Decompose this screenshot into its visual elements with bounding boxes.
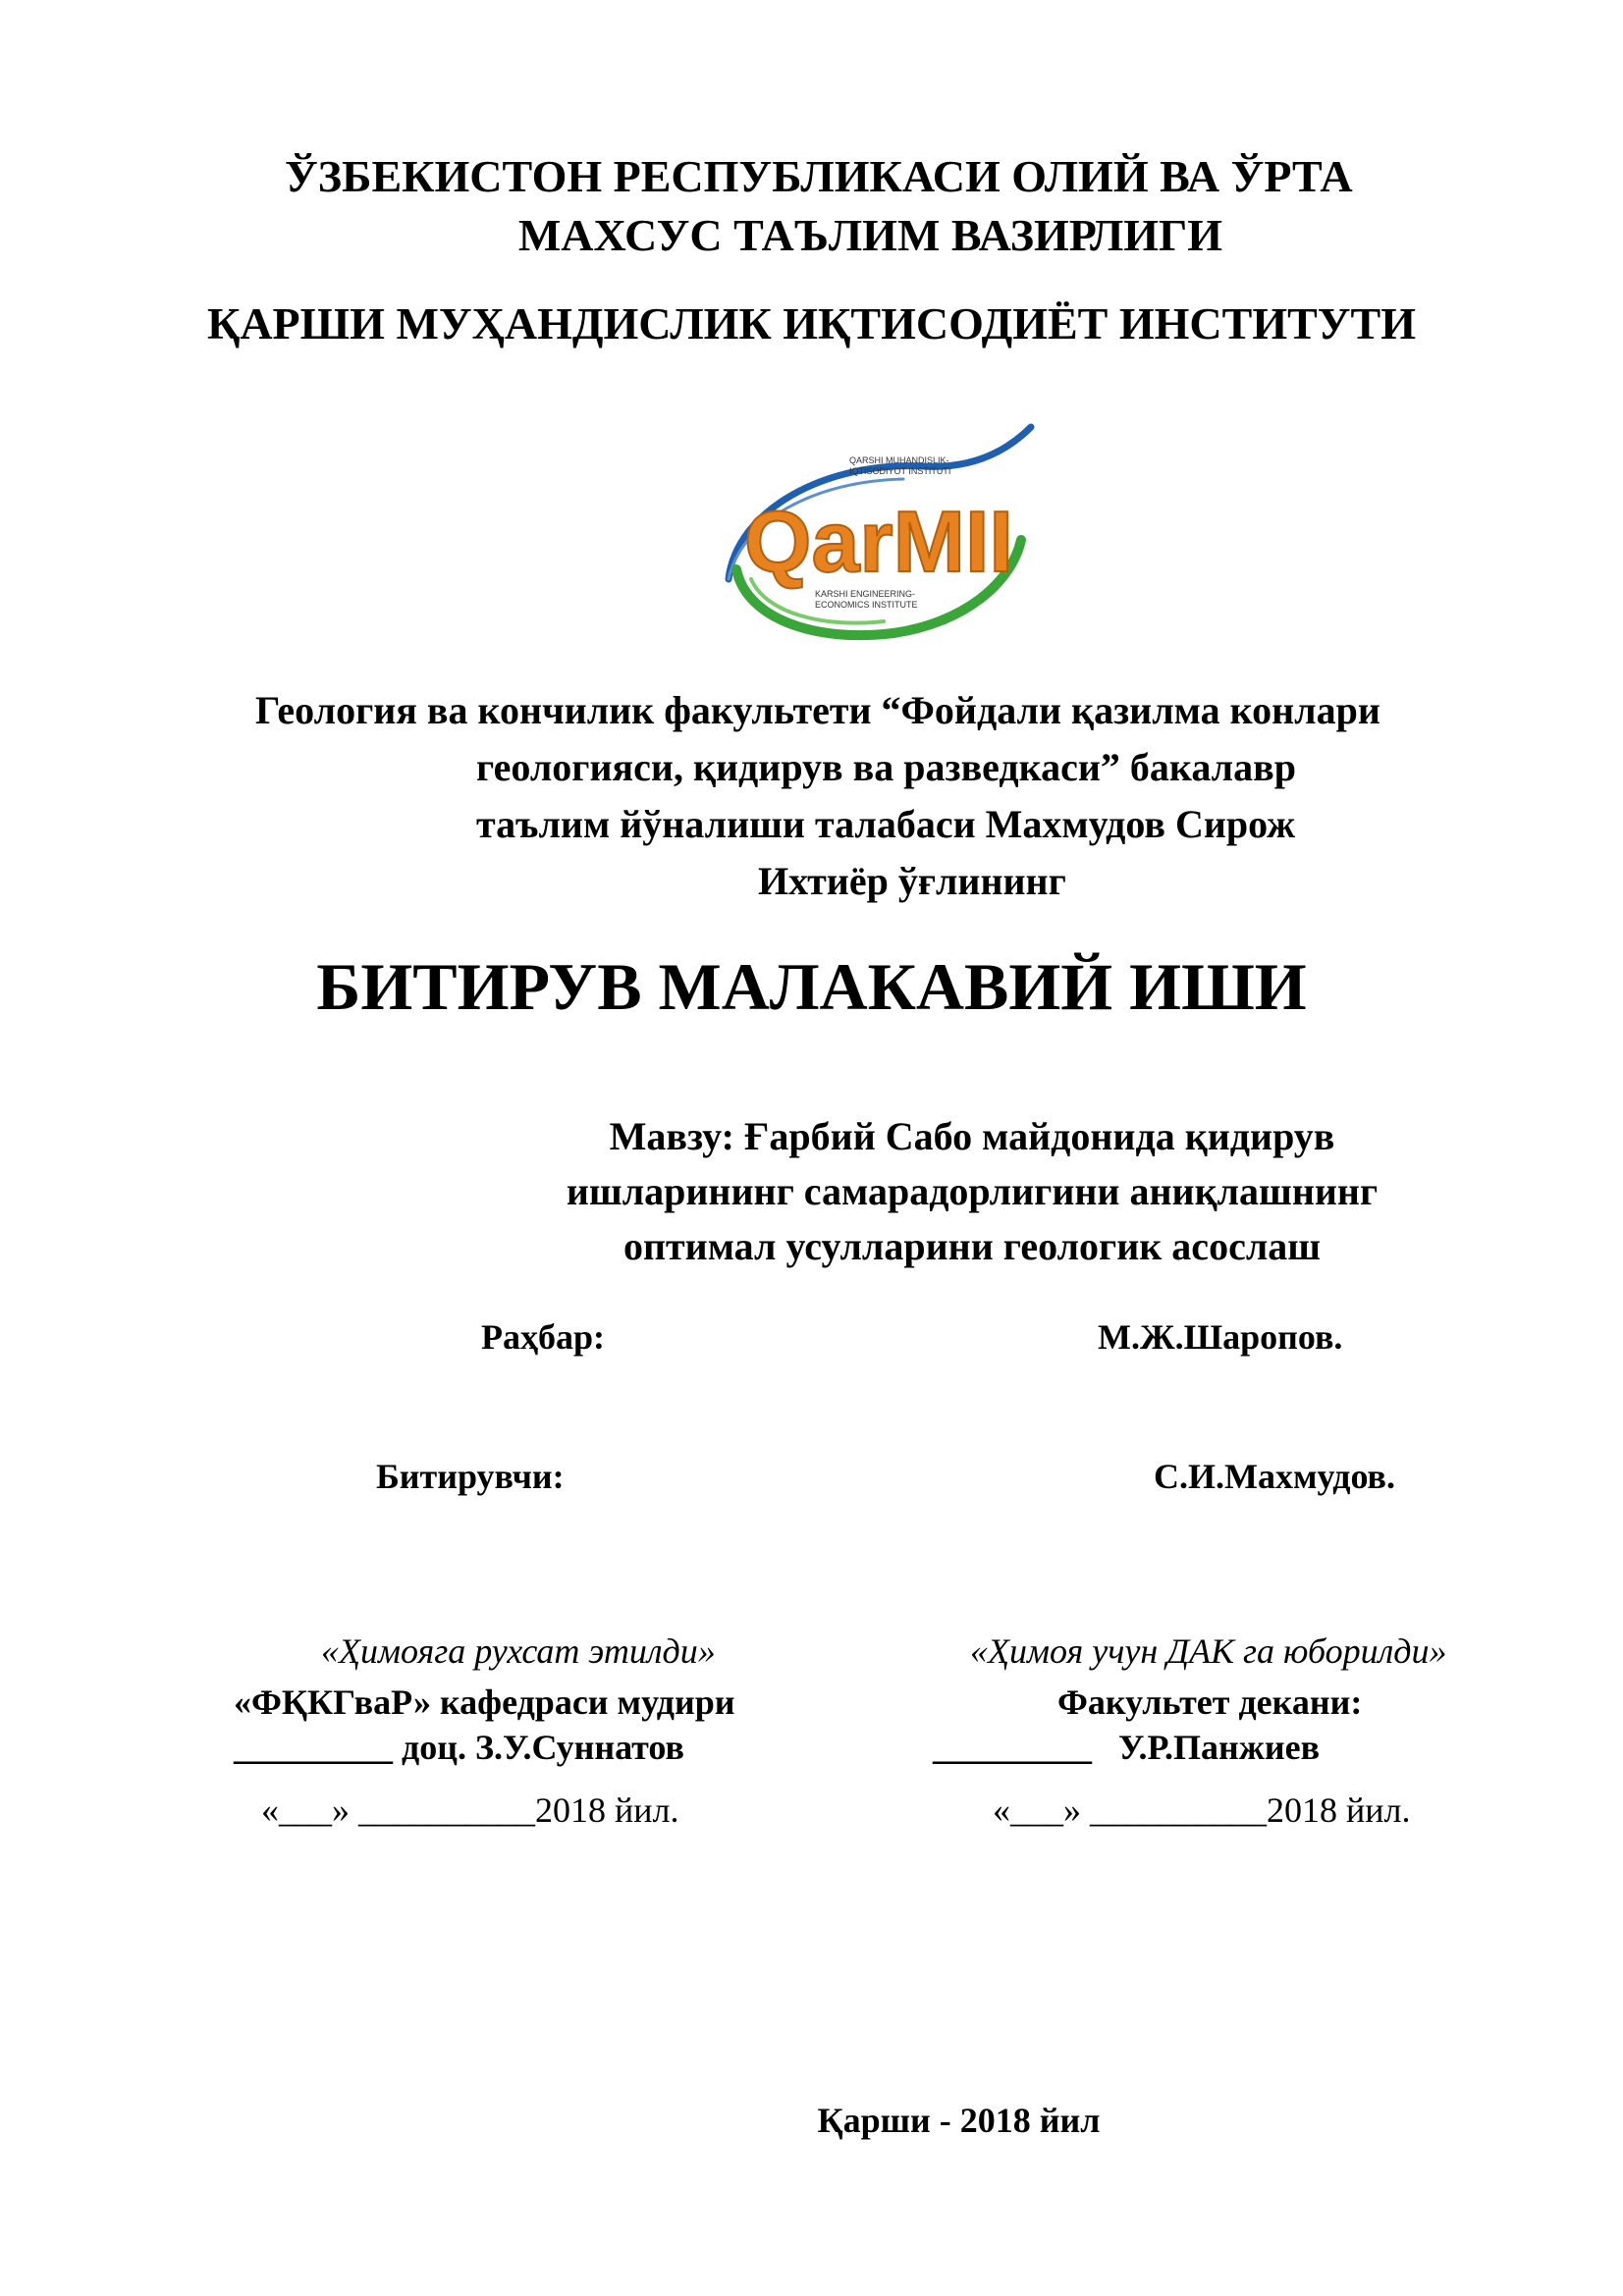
student-info <box>255 682 1532 910</box>
logo-brand-text: QarMII <box>744 493 1013 590</box>
topic-line-1: Мавзу: Ғарбий Сабо майдонида қидирув <box>609 1114 1335 1158</box>
supervisor-name: М.Ж.Шаропов. <box>1098 1317 1343 1357</box>
ministry-line-1: ЎЗБЕКИСТОН РЕСПУБЛИКАСИ ОЛИЙ ВА ЎРТА <box>285 151 1353 201</box>
student-info-line-2: геологияси, қидирув ва разведкаси” бакалавр <box>476 745 1296 789</box>
ministry-heading <box>0 147 1623 265</box>
approval-right-sign-line: _________ У.Р.Панжиев <box>933 1728 1321 1767</box>
approval-left-title: «Ҳимояга рухсат этилди» <box>321 1631 716 1671</box>
graduate-name: С.И.Махмудов. <box>1154 1457 1395 1496</box>
logo-bottom-text-1: KARSHI ENGINEERING- <box>815 589 916 599</box>
student-info-line-3: таълим йўналиши талабаси Махмудов Сирож <box>476 802 1296 846</box>
city-year: Қарши - 2018 йил <box>817 2101 1101 2140</box>
topic-line-3: оптимал усулларини геологик асослаш <box>622 1224 1322 1268</box>
institute-logo <box>707 422 1041 648</box>
ministry-line-2: МАХСУС ТАЪЛИМ ВАЗИРЛИГИ <box>517 210 1223 260</box>
approval-left-date: «___» __________2018 йил. <box>261 1790 679 1830</box>
approval-right-title: «Ҳимоя учун ДАК га юборилди» <box>970 1631 1447 1671</box>
thesis-topic <box>471 1109 1473 1274</box>
supervisor-label: Раҳбар: <box>481 1317 605 1357</box>
graduate-label: Битирувчи: <box>376 1457 565 1496</box>
logo-top-text-2: IQTISODIYOT INSTITUTI <box>849 466 951 476</box>
logo-top-text-1: QARSHI MUHANDISLIK- <box>849 455 949 465</box>
approval-right-date: «___» __________2018 йил. <box>993 1790 1411 1830</box>
document-title: БИТИРУВ МАЛАКАВИЙ ИШИ <box>316 949 1307 1024</box>
logo-bottom-text-2: ECONOMICS INSTITUTE <box>815 600 918 610</box>
approval-left-role: «ФҚКГваР» кафедраси мудири <box>234 1682 735 1722</box>
student-info-line-1: Геология ва кончилик факультети “Фойдали қазилма конлари <box>255 688 1380 732</box>
student-info-line-4: Ихтиёр ўғлининг <box>758 859 1066 903</box>
approval-right-role: Факультет декани: <box>1057 1682 1363 1722</box>
topic-line-2: ишларининг самарадорлигини аниқлашнинг <box>566 1169 1379 1213</box>
approval-left-sign-line: _________ доц. З.У.Суннатов <box>234 1728 684 1767</box>
institute-name: ҚАРШИ МУҲАНДИСЛИК ИҚТИСОДИЁТ ИНСТИТУТИ <box>206 298 1417 348</box>
